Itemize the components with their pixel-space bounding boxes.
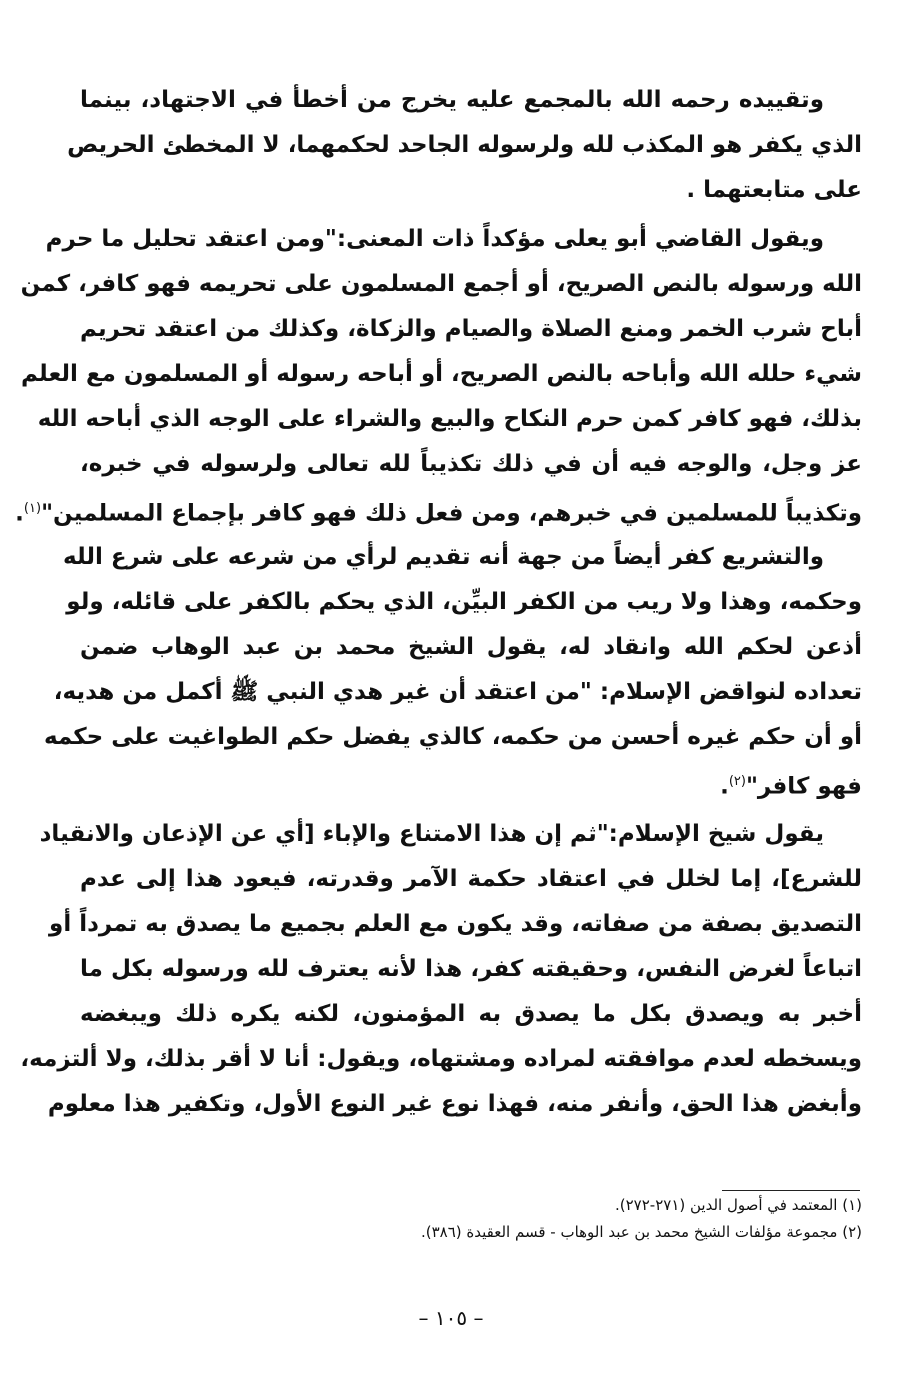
body-line: اتباعاً لغرض النفس، وحقيقته كفر، هذا لأنه يعترف لله ورسوله بكل ما xyxy=(80,956,862,982)
footnote-divider xyxy=(722,1190,860,1191)
footnote: (١) المعتمد في أصول الدين (٢٧١-٢٧٢). xyxy=(614,1196,862,1214)
body-line: بذلك، فهو كافر كمن حرم النكاح والبيع والشراء على الوجه الذي أباحه الله xyxy=(37,406,862,432)
body-line: الذي يكفر هو المكذب لله ولرسوله الجاحد لحكمهما، لا المخطئ الحريص xyxy=(67,132,862,158)
period: . xyxy=(720,773,729,800)
body-line: يقول شيخ الإسلام:"ثم إن هذا الامتناع والإباء [أي عن الإذعان والانقياد xyxy=(39,821,824,847)
body-line: ويسخطه لعدم موافقته لمراده ومشتهاه، ويقول: أنا لا أقر بذلك، ولا ألتزمه، xyxy=(20,1046,862,1072)
body-line: أذعن لحكم الله وانقاد له، يقول الشيخ محمد بن عبد الوهاب ضمن xyxy=(80,634,862,660)
body-line: الله ورسوله بالنص الصريح، أو أجمع المسلمون على تحريمه فهو كافر، كمن xyxy=(20,271,862,297)
footnote-ref[interactable]: (٢) xyxy=(728,774,746,789)
body-line: للشرع]، إما لخلل في اعتقاد حكمة الآمر وقدرته، فيعود هذا إلى عدم xyxy=(80,866,862,892)
body-line: أو أن حكم غيره أحسن من حكمه، كالذي يفضل حكم الطواغيت على حكمه xyxy=(43,724,862,750)
line-text: وتكذيباً للمسلمين في خبرهم، ومن فعل ذلك فهو كافر بإجماع المسلمين" xyxy=(41,500,862,527)
body-line xyxy=(15,492,862,527)
footnote: (٢) مجموعة مؤلفات الشيخ محمد بن عبد الوهاب - قسم العقيدة (٣٨٦). xyxy=(420,1223,862,1241)
body-line: وأبغض هذا الحق، وأنفر منه، فهذا نوع غير النوع الأول، وتكفير هذا معلوم xyxy=(47,1091,862,1117)
body-line xyxy=(80,765,862,799)
body-line: وحكمه، وهذا ولا ريب من الكفر البيِّن، الذي يحكم بالكفر على قائله، ولو xyxy=(66,589,862,615)
body-line: ويقول القاضي أبو يعلى مؤكداً ذات المعنى:"ومن اعتقد تحليل ما حرم xyxy=(45,226,824,252)
body-line: أباح شرب الخمر ومنع الصلاة والصيام والزكاة، وكذلك من اعتقد تحريم xyxy=(80,316,862,342)
body-line: عز وجل، والوجه فيه أن في ذلك تكذيباً لله تعالى ولرسوله في خبره، xyxy=(80,451,862,477)
body-line: والتشريع كفر أيضاً من جهة أنه تقديم لرأي من شرعه على شرع الله xyxy=(63,544,824,570)
period: . xyxy=(15,500,24,527)
page-number: – ١٠٥ – xyxy=(418,1306,484,1330)
body-line: تعداده لنواقض الإسلام: "من اعتقد أن غير هدي النبي ﷺ أكمل من هديه، xyxy=(53,679,862,705)
body-line: شيء حلله الله وأباحه بالنص الصريح، أو أباحه رسوله أو المسلمون مع العلم xyxy=(21,361,862,387)
body-line: وتقييده رحمه الله بالمجمع عليه يخرج من أخطأ في الاجتهاد، بينما xyxy=(80,87,824,113)
footnote-ref[interactable]: (١) xyxy=(23,501,42,516)
body-line: على متابعتهما . xyxy=(686,177,862,203)
body-line: أخبر به ويصدق بكل ما يصدق به المؤمنون، لكنه يكره ذلك ويبغضه xyxy=(80,1001,862,1027)
body-line: التصديق بصفة من صفاته، وقد يكون مع العلم بجميع ما يصدق به تمرداً أو xyxy=(49,911,862,937)
line-text: فهو كافر" xyxy=(745,773,862,800)
